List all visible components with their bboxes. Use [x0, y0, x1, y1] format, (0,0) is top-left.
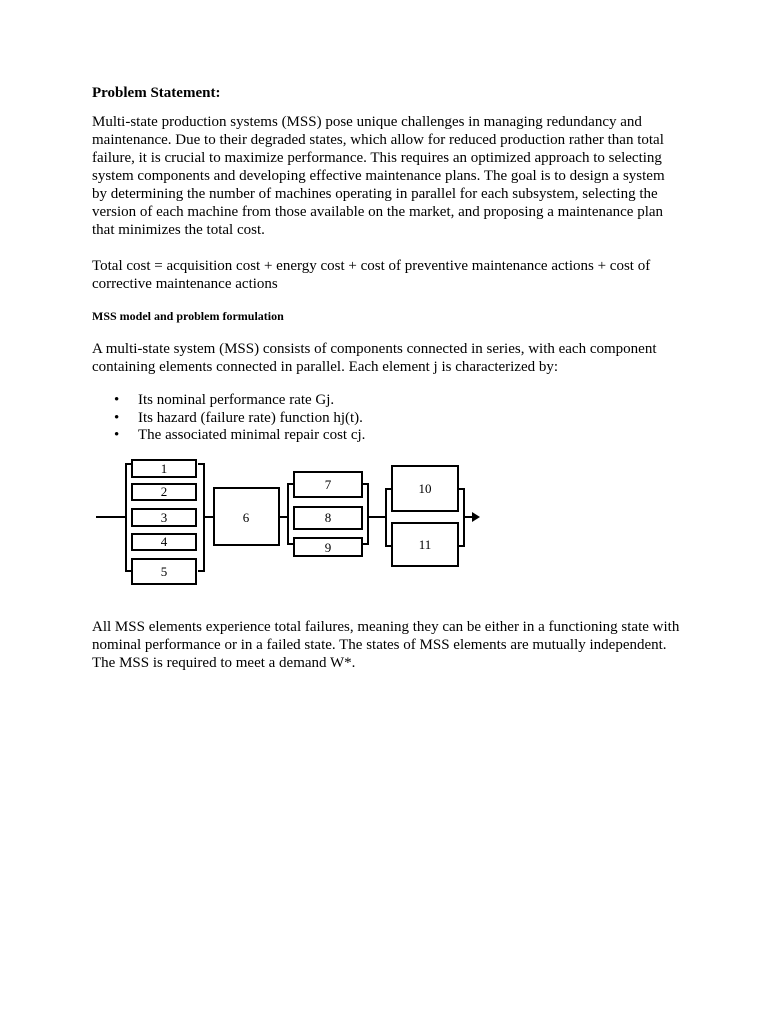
element-5-label: 5: [160, 564, 168, 579]
element-1-label: 1: [160, 461, 168, 476]
element-characteristics-list: [92, 392, 682, 445]
element-7-label: 7: [324, 477, 332, 492]
mss-intro-paragraph: A multi-state system (MSS) consists of components connected in series, with each component containing elements connected in parallel. Each element j is characterized by:: [92, 341, 657, 375]
element-9-label: 9: [324, 540, 332, 555]
list-item: • Its hazard (failure rate) function hj(t).: [92, 410, 682, 428]
element-11-label: 11: [418, 537, 432, 552]
element-10-label: 10: [418, 481, 432, 496]
mss-block-diagram: [94, 456, 494, 591]
mss-model-heading: MSS model and problem formulation: [92, 309, 284, 323]
subsystem-1-right-bus: [198, 464, 204, 571]
list-item: • The associated minimal repair cost cj.: [92, 427, 682, 445]
element-4-label: 4: [160, 534, 168, 549]
mss-conclusion-paragraph: All MSS elements experience total failures, meaning they can be either in a functioning state with nominal performance or in a failed state. The states of MSS elements are mutually independent. The MSS is required to meet a demand W*.: [92, 618, 680, 671]
element-6-label: 6: [242, 510, 250, 525]
element-3-label: 3: [160, 510, 168, 525]
problem-statement-heading: Problem Statement:: [92, 85, 221, 101]
element-2-label: 2: [160, 484, 168, 499]
element-8-label: 8: [324, 510, 332, 525]
output-arrow-icon: [472, 512, 480, 522]
total-cost-paragraph: Total cost = acquisition cost + energy cost + cost of preventive maintenance actions + cost of corrective maintenance actions: [92, 258, 651, 292]
list-item: • Its nominal performance rate Gj.: [92, 392, 682, 410]
problem-statement-paragraph: Multi-state production systems (MSS) pose unique challenges in managing redundancy and maintenance. Due to their degraded states, which allow for reduced production rather than total failure, it is crucial to maximize performance. This requires an optimized approach to selecting system components and developing effective maintenance plans. The goal is to design a system by determining the number of machines operating in parallel for each subsystem, selecting the version of each machine from those available on the market, and proposing a maintenance plan that minimizes the total cost.: [92, 114, 665, 238]
